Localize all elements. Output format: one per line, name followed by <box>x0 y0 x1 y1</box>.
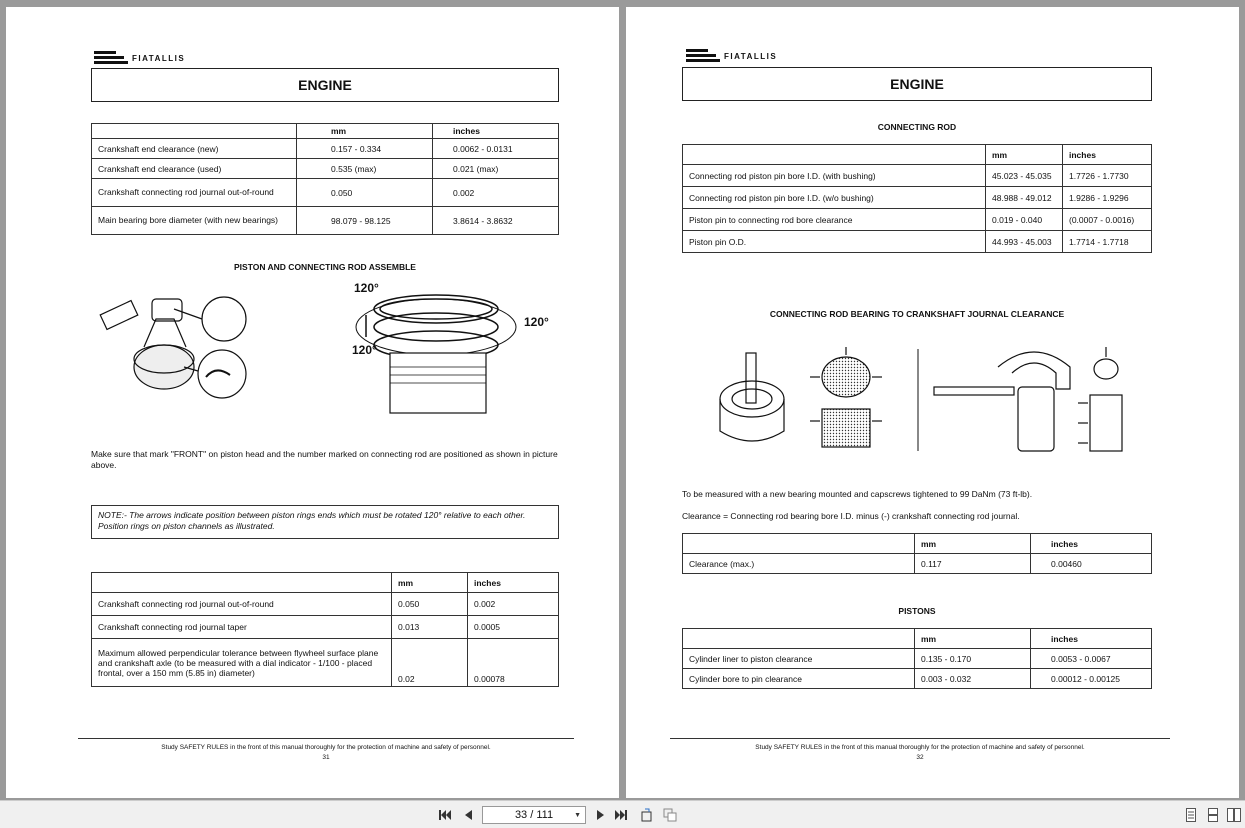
measurement-paragraph: To be measured with a new bearing mounted and capscrews tightened to 99 DaNm (73 ft-lb). <box>682 489 1033 499</box>
piston-assembly-illustration <box>94 279 554 419</box>
table-row <box>683 209 1152 231</box>
table-header-cell: mm <box>392 573 468 593</box>
connecting-rod-heading: CONNECTING ROD <box>877 122 957 132</box>
table-row <box>683 649 1152 669</box>
fiatallis-logo-icon <box>686 49 720 63</box>
table-header-cell: inches <box>468 573 559 593</box>
table-cell: 0.0053 - 0.0067 <box>1031 649 1152 669</box>
table-cell: 0.535 (max) <box>297 159 433 179</box>
table-row <box>92 139 559 159</box>
table-cell: Crankshaft end clearance (new) <box>92 139 297 159</box>
table-cell: 0.050 <box>297 179 433 207</box>
crankshaft-table <box>91 123 559 235</box>
table-cell: 0.019 - 0.040 <box>986 209 1063 231</box>
figure-heading: PISTON AND CONNECTING ROD ASSEMBLE <box>234 262 416 272</box>
table-cell: 0.00460 <box>1031 554 1152 574</box>
connecting-rod-table <box>682 144 1152 253</box>
table-cell: Piston pin to connecting rod bore clearance <box>683 209 986 231</box>
front-mark-paragraph: Make sure that mark "FRONT" on piston head and the number marked on connecting rod are positioned as shown in picture above. <box>91 449 558 470</box>
angle-label-right: 120° <box>524 315 549 329</box>
viewer-toolbar <box>0 800 1245 828</box>
table-cell: 0.117 <box>915 554 1031 574</box>
table-cell: 0.0062 - 0.0131 <box>433 139 559 159</box>
table-cell: 44.993 - 45.003 <box>986 231 1063 253</box>
clearance-formula-paragraph: Clearance = Connecting rod bearing bore I.D. minus (-) crankshaft connecting rod journal. <box>682 511 1020 521</box>
table-row <box>92 159 559 179</box>
table-cell: Crankshaft connecting rod journal taper <box>92 616 392 639</box>
single-page-icon[interactable] <box>1183 807 1199 823</box>
table-cell: 0.013 <box>392 616 468 639</box>
table-cell: 0.002 <box>433 179 559 207</box>
table-header-cell <box>92 124 297 139</box>
brand-logo <box>94 51 185 65</box>
brand-logo <box>686 49 777 63</box>
pistons-table <box>682 628 1152 689</box>
table-header-row <box>92 573 559 593</box>
angle-label-left: 120° <box>352 343 377 357</box>
table-row <box>683 165 1152 187</box>
table-cell: Crankshaft end clearance (used) <box>92 159 297 179</box>
last-page-icon[interactable] <box>613 807 629 823</box>
table-cell: 0.0005 <box>468 616 559 639</box>
table-header-cell <box>92 573 392 593</box>
table-header-cell <box>683 534 915 554</box>
page-number-select[interactable] <box>482 806 586 824</box>
section-title: ENGINE <box>682 67 1152 101</box>
angle-label-top: 120° <box>354 281 379 295</box>
fiatallis-logo-icon <box>94 51 128 65</box>
note-box: NOTE:- The arrows indicate position between piston rings ends which must be rotated 120° relative to each other. Position rings on piston channels as illustrated. <box>91 505 559 539</box>
page-indicator: 33 / 111 <box>514 809 554 821</box>
two-page-icon[interactable] <box>1205 807 1221 823</box>
table-cell: 98.079 - 98.125 <box>297 207 433 235</box>
table-header-cell: inches <box>1031 534 1152 554</box>
table-header-cell: mm <box>915 534 1031 554</box>
page-31 <box>6 7 619 798</box>
table-cell: 0.157 - 0.334 <box>297 139 433 159</box>
table-cell: 0.003 - 0.032 <box>915 669 1031 689</box>
brand-name: FIATALLIS <box>132 53 186 63</box>
table-cell: Piston pin O.D. <box>683 231 986 253</box>
bearing-measurement-illustration <box>712 339 1132 459</box>
table-row <box>92 639 559 687</box>
table-cell: 0.02 <box>392 639 468 687</box>
table-cell: 0.00012 - 0.00125 <box>1031 669 1152 689</box>
facing-page-icon[interactable] <box>1226 807 1242 823</box>
table-cell: 1.9286 - 1.9296 <box>1063 187 1152 209</box>
table-header-cell <box>683 629 915 649</box>
table-header-cell: mm <box>297 124 433 139</box>
table-cell: Cylinder bore to pin clearance <box>683 669 915 689</box>
table-cell: Crankshaft connecting rod journal out-of-round <box>92 593 392 616</box>
table-row <box>92 179 559 207</box>
rotate-icon[interactable] <box>639 807 655 823</box>
brand-name: FIATALLIS <box>724 51 778 61</box>
table-cell: 0.050 <box>392 593 468 616</box>
next-page-icon[interactable] <box>592 807 608 823</box>
page-32 <box>626 7 1239 798</box>
prev-page-icon[interactable] <box>460 807 476 823</box>
footer-divider <box>670 738 1170 739</box>
table-cell: 48.988 - 49.012 <box>986 187 1063 209</box>
table-cell: 45.023 - 45.035 <box>986 165 1063 187</box>
thumbnail-icon[interactable] <box>662 807 678 823</box>
table-cell: Connecting rod piston pin bore I.D. (with bushing) <box>683 165 986 187</box>
table-cell: 0.002 <box>468 593 559 616</box>
table-header-cell: inches <box>433 124 559 139</box>
table-header-cell: mm <box>986 145 1063 165</box>
first-page-icon[interactable] <box>437 807 453 823</box>
table-row <box>92 207 559 235</box>
table-header-cell: mm <box>915 629 1031 649</box>
table-cell: 0.135 - 0.170 <box>915 649 1031 669</box>
table-cell: 0.00078 <box>468 639 559 687</box>
table-header-row <box>92 124 559 139</box>
table-header-cell: inches <box>1063 145 1152 165</box>
table-header-cell: inches <box>1031 629 1152 649</box>
bearing-clearance-heading: CONNECTING ROD BEARING TO CRANKSHAFT JOURNAL CLEARANCE <box>769 309 1065 319</box>
table-cell: 3.8614 - 3.8632 <box>433 207 559 235</box>
table-cell: Main bearing bore diameter (with new bearings) <box>92 207 297 235</box>
footer-divider <box>78 738 574 739</box>
table-cell: 0.021 (max) <box>433 159 559 179</box>
table-header-cell <box>683 145 986 165</box>
table-cell: Clearance (max.) <box>683 554 915 574</box>
table-row <box>683 187 1152 209</box>
page-number: 32 <box>916 754 924 761</box>
table-cell: Crankshaft connecting rod journal out-of-round <box>92 179 297 207</box>
table-row <box>683 554 1152 574</box>
table-cell: Connecting rod piston pin bore I.D. (w/o bushing) <box>683 187 986 209</box>
table-row <box>92 593 559 616</box>
table-header-row <box>683 145 1152 165</box>
section-title: ENGINE <box>91 68 559 102</box>
table-header-row <box>683 534 1152 554</box>
table-cell: Maximum allowed perpendicular tolerance between flywheel surface plane and crankshaft axle (to be measured with a dial indicator - 1/100 - placed frontal, over a 150 mm (5.85 in) diameter) <box>92 639 392 687</box>
table-row <box>683 231 1152 253</box>
footer-text: Study SAFETY RULES in the front of this manual thoroughly for the protection of machine and safety of personnel. <box>161 744 491 751</box>
table-cell: Cylinder liner to piston clearance <box>683 649 915 669</box>
table-row <box>92 616 559 639</box>
journal-table <box>91 572 559 687</box>
table-row <box>683 669 1152 689</box>
clearance-table <box>682 533 1152 574</box>
footer-text: Study SAFETY RULES in the front of this manual thoroughly for the protection of machine and safety of personnel. <box>755 744 1085 751</box>
table-cell: 1.7726 - 1.7730 <box>1063 165 1152 187</box>
table-header-row <box>683 629 1152 649</box>
table-cell: 1.7714 - 1.7718 <box>1063 231 1152 253</box>
pistons-heading: PISTONS <box>898 606 936 616</box>
table-cell: (0.0007 - 0.0016) <box>1063 209 1152 231</box>
chevron-down-icon: ▼ <box>574 811 581 819</box>
page-number: 31 <box>322 754 330 761</box>
